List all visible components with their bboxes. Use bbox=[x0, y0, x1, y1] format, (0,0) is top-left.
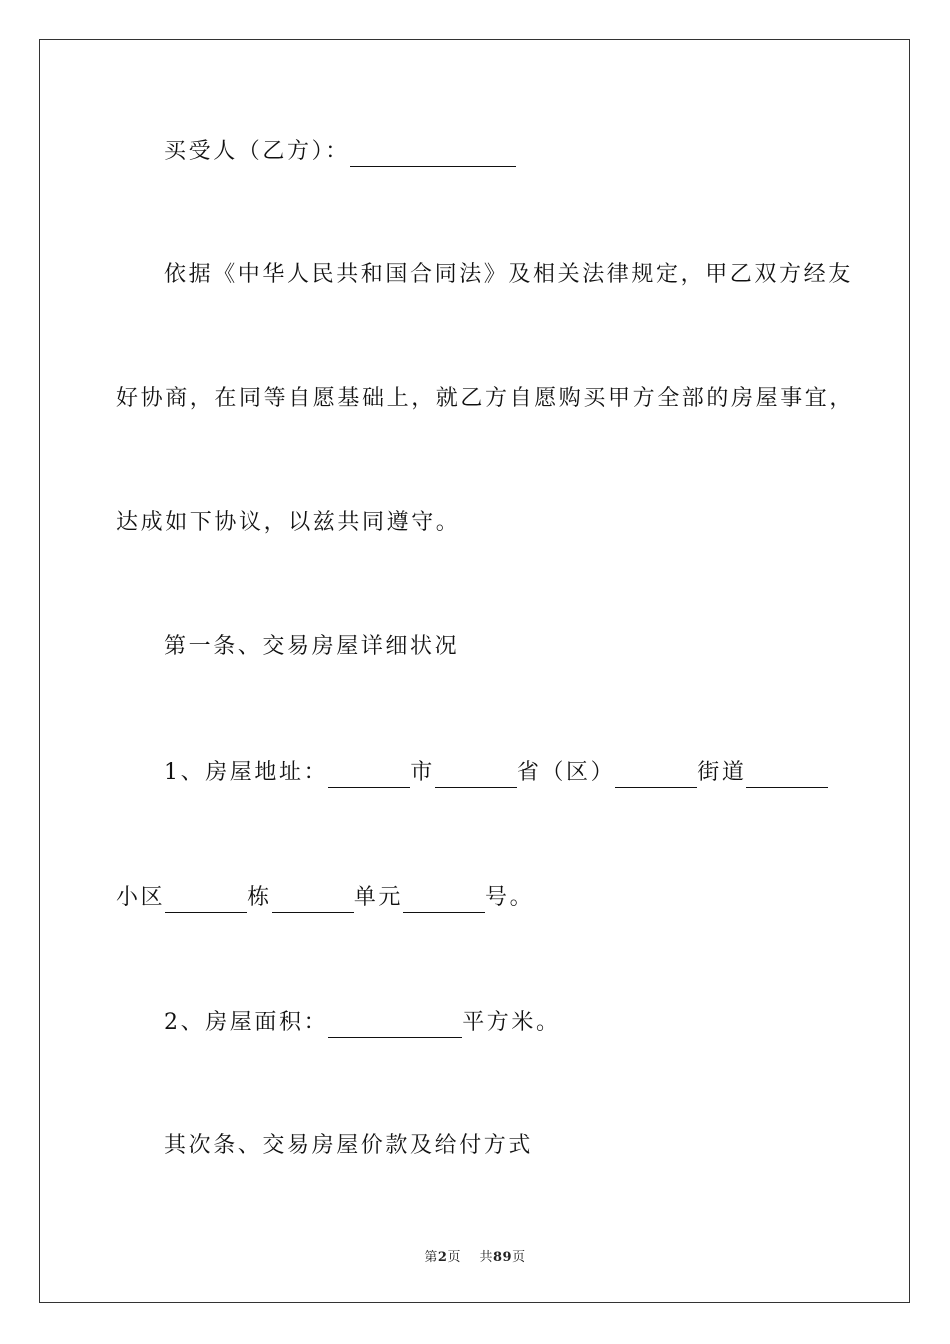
province-blank bbox=[435, 765, 517, 788]
buyer-label: 买受人（乙方）： bbox=[164, 139, 350, 164]
page-prefix: 第 bbox=[424, 1250, 438, 1265]
community-label: 小区 bbox=[116, 885, 166, 910]
total-prefix: 共 bbox=[479, 1250, 493, 1265]
article-1-title: 第一条、交易房屋详细状况 bbox=[164, 634, 460, 659]
building-label: 栋 bbox=[247, 885, 272, 910]
total-suffix: 页 bbox=[512, 1250, 526, 1265]
article-2-title: 其次条、交易房屋价款及给付方式 bbox=[164, 1133, 534, 1158]
unit-label: 单元 bbox=[353, 885, 404, 910]
area-blank bbox=[328, 1015, 462, 1038]
paragraph-1-line-3: 达成如下协议，以兹共同遵守。 bbox=[116, 510, 461, 535]
province-label: 省（区） bbox=[516, 760, 616, 785]
page-current: 2 bbox=[437, 1250, 448, 1265]
unit-blank bbox=[272, 890, 354, 913]
page-mid: 页 bbox=[447, 1250, 461, 1265]
number-blank bbox=[403, 890, 485, 913]
buyer-blank bbox=[350, 144, 516, 167]
address-line-1 bbox=[164, 758, 828, 788]
area-prefix: 2、房屋面积： bbox=[164, 1010, 329, 1035]
address-prefix: 1、房屋地址： bbox=[164, 760, 329, 785]
paragraph-1-line-1: 依据《中华人民共和国合同法》及相关法律规定，甲乙双方经友 bbox=[164, 262, 853, 287]
city-label: 市 bbox=[410, 760, 435, 785]
number-label: 号。 bbox=[485, 885, 535, 910]
page-footer bbox=[0, 1246, 950, 1265]
page-border bbox=[39, 39, 910, 1303]
address-line-2 bbox=[116, 883, 534, 913]
city-blank bbox=[328, 765, 410, 788]
area-line bbox=[164, 1008, 561, 1038]
street-trailing-blank bbox=[746, 765, 828, 788]
buyer-line bbox=[164, 137, 516, 167]
street-blank bbox=[615, 765, 697, 788]
street-label: 街道 bbox=[697, 760, 747, 785]
paragraph-1-line-2: 好协商，在同等自愿基础上，就乙方自愿购买甲方全部的房屋事宜， bbox=[116, 386, 855, 411]
building-blank bbox=[165, 890, 247, 913]
page-total: 89 bbox=[493, 1250, 513, 1265]
area-suffix: 平方米。 bbox=[462, 1010, 561, 1035]
